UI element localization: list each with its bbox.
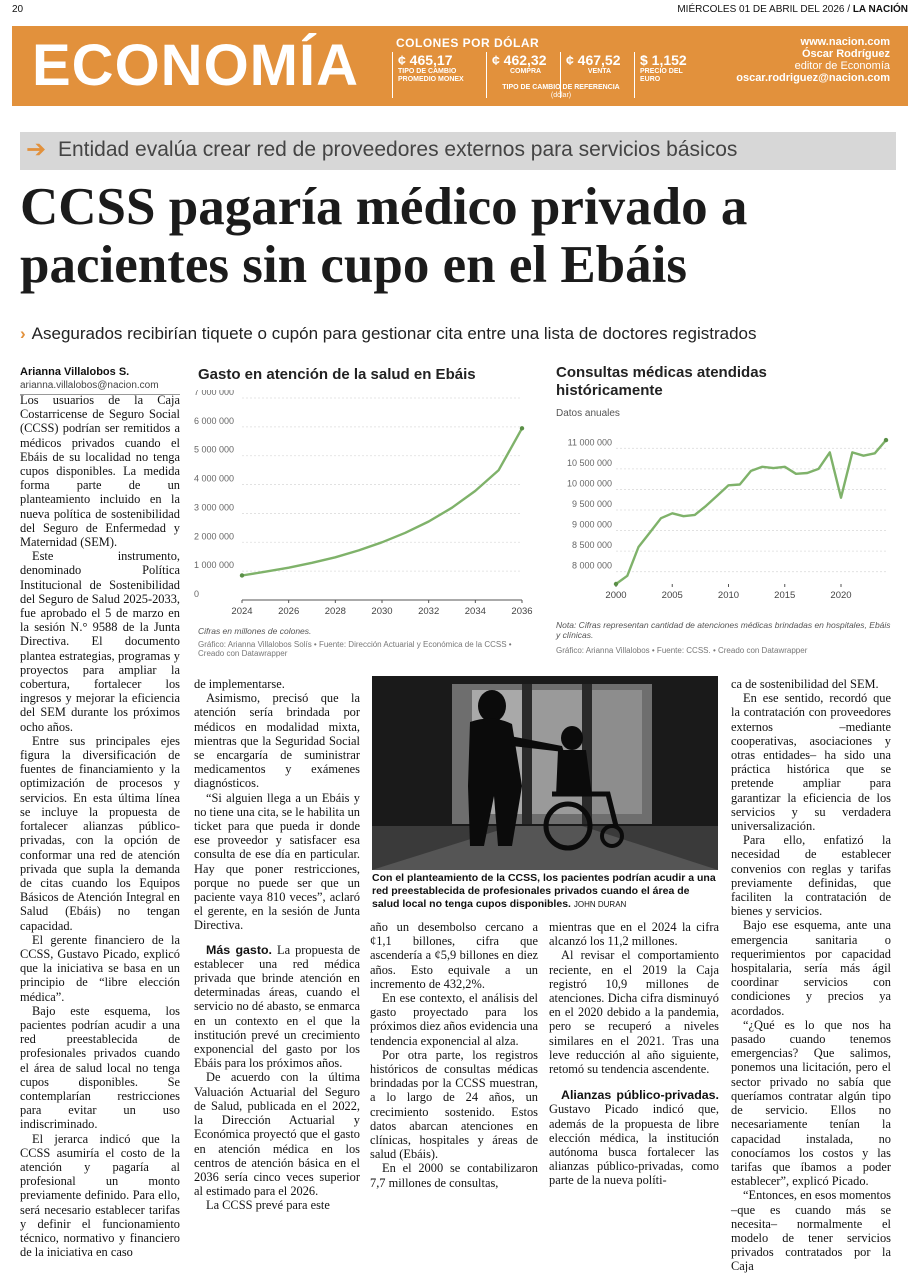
section-banner — [12, 26, 908, 106]
headline-line-1: CCSS pagaría médico privado a — [20, 178, 748, 236]
paragraph: de implementarse. — [194, 677, 285, 691]
page-top-line — [12, 4, 908, 20]
chart-source: Gráfico: Arianna Villalobos • Fuente: CCSS. • Creado con Datawrapper — [556, 646, 808, 655]
paragraph-lead: Más gasto. — [206, 942, 272, 957]
x-tick-label: 2010 — [717, 590, 740, 601]
subheadline — [20, 324, 900, 344]
paragraph: Entre sus principales ejes figura la diversificación de fuentes de financiamiento y la optimización de procesos y servicios. En esta última línea se incluye la propuesta de fortalecer alianzas público-privadas, con la opción de conformar una red de atención privada que supla la demanda de citas cuando los Equipos Básicos de Atención Integral en Salud (Ebáis) no tengan capacidad. — [20, 733, 180, 933]
article-column-3 — [370, 920, 538, 1190]
website: www.nacion.com — [800, 36, 890, 48]
exchange-rate-box — [392, 32, 692, 100]
chart-consultas — [552, 364, 898, 664]
x-tick-label: 2026 — [278, 606, 300, 617]
paragraph: Al revisar el comportamiento reciente, en el 2019 la Caja registró 10,9 millones de atenciones. Dicha cifra disminuyó en el 2020 debido a la pandemia, pero se recuperó a niveles similares en el 2021. Tras una leve reducción al año siguiente, retomó su tendencia ascendente. — [549, 948, 719, 1077]
fx-value: $ 1,152 — [640, 52, 687, 68]
paragraph: Bajo ese esquema, ante una emergencia sanitaria o requerimientos por capacidad hospitalaria, sería más ágil coordinar servicios con condiciones y precios ya acordados. — [731, 918, 891, 1018]
date: MIÉRCOLES 01 DE ABRIL DEL 2026 — [677, 4, 845, 15]
caption-text: Con el planteamiento de la CCSS, los pacientes podrían acudir a una red preestablecida de profesionales privados cuando el área de salud local no tenga cupos disponibles. — [372, 872, 716, 910]
data-point — [614, 582, 618, 586]
x-tick-label: 2034 — [464, 606, 486, 617]
fx-label: COMPRA — [509, 68, 542, 75]
photo-credit: JOHN DURAN — [573, 900, 627, 909]
fx-reference-label — [490, 84, 632, 100]
paragraph: Este instrumento, denominado Política Institucional de Sostenibilidad del Seguro de Salud 2025-2033, fue aprobado el 5 de marzo en la sesión N.° 9588 de la Junta Directiva. El documento plantea estrategias, programas y proyectos para ampliar la cobertura, fortalecer los ingresos y mejorar la eficiencia del SEM durante los próximos ocho años. — [20, 549, 180, 734]
editor-name: Óscar Rodríguez — [801, 48, 890, 60]
dateline: MIÉRCOLES 01 DE ABRIL DEL 2026 / LA NACIÓN — [677, 4, 908, 15]
y-tick-label: 2 000 000 — [194, 531, 235, 542]
x-tick-label: 2005 — [661, 590, 683, 601]
fx-value: ¢ 467,52 — [566, 52, 621, 68]
chart-note: Nota: Cifras representan cantidad de atenciones médicas brindadas en hospitales, Ebáis y clínicas. — [556, 620, 891, 640]
paragraph: La CCSS prevé para este — [206, 1198, 330, 1213]
paragraph: “¿Qué es lo que nos ha pasado cuando tenemos emergencias? Que salimos, ponemos una licitación, pero el sector privado no sabía que queríamos contratar algún tipo de servicio. Ellos no necesariamente tenían la capacidad instalada, no conocíamos los costos y las tarifas que íbamos a poder establecer”, explicó Picado. — [731, 1017, 891, 1189]
paragraph: mientras que en el 2024 la cifra alcanzó los 11,2 millones. — [549, 920, 719, 949]
y-tick-label: 6 000 000 — [194, 415, 235, 426]
chart-title: Consultas médicas atendidas históricamente — [556, 364, 767, 399]
article-column-1 — [20, 393, 180, 1259]
series-line — [242, 428, 522, 575]
chart-consultas-plot — [552, 430, 898, 608]
paragraph: ca de sostenibilidad del SEM. — [731, 677, 879, 691]
series-line — [616, 440, 886, 584]
paragraph: Alianzas público-privadas. Gustavo Picado indicó que, además de la propuesta de libre elección médica, la institución autónoma busca fortalecer las alianzas público-privadas, como parte de la nueva políti- — [549, 1088, 719, 1188]
y-tick-label: 9 000 000 — [571, 519, 612, 530]
headline-line-2: pacientes sin cupo en el Ebáis — [20, 236, 688, 294]
exchange-rate-title: COLONES POR DÓLAR — [396, 36, 540, 50]
fx-reference-text: TIPO DE CAMBIO DE REFERENCIA — [502, 84, 620, 91]
author-name: Arianna Villalobos S. — [20, 366, 130, 378]
paragraph: En el 2000 se contabilizaron 7,7 millones de consultas, — [370, 1161, 538, 1190]
paragraph: Para ello, enfatizó la necesidad de establecer convenios con reglas y tarifas previamente definidas, que faciliten la contratación de bienes y servicios. — [731, 833, 891, 919]
paragraph: “Entonces, en esos momentos –que es cuando más se necesita– normalmente el modelo de tener servicios privados contratados por la Caja — [731, 1188, 891, 1274]
y-tick-label: 8 500 000 — [571, 540, 612, 551]
data-point — [884, 438, 888, 442]
paragraph: Por otra parte, los registros históricos de consultas médicas brindadas por la CCSS muestran, a lo largo de 24 años, un crecimiento sostenido. Estos datos abarcan atenciones en clínicas, hospitales y áreas de salud (Ebáis). — [370, 1047, 538, 1162]
x-tick-label: 2020 — [830, 590, 852, 601]
kicker: Entidad evalúa crear red de proveedores externos para servicios básicos — [58, 138, 738, 161]
editor-email: oscar.rodriguez@nacion.com — [736, 72, 890, 84]
chart-subtitle: Datos anuales — [556, 408, 620, 419]
article-column-4 — [549, 920, 719, 1188]
y-tick-label: 0 — [194, 589, 200, 599]
author-email: arianna.villalobos@nacion.com — [20, 379, 180, 395]
y-tick-label: 8 000 000 — [571, 560, 612, 571]
x-tick-label: 2028 — [324, 606, 346, 617]
fx-label: VENTA — [587, 68, 612, 75]
arrow-right-icon: ➔ — [26, 136, 47, 163]
photo-silhouette-image — [372, 676, 718, 870]
paragraph: Bajo este esquema, los pacientes podrían acudir a una red preestablecida de profesionales privados cuando el área de salud local no tenga cupos disponibles. Se contemplarían restricciones para evitar un uso indiscriminado. — [20, 1003, 180, 1132]
paragraph: Asimismo, precisó que la atención sería brindada por médicos en modalidad mixta, mientras que la Seguridad Social se encargaría de suministrar medicamentos y exámenes diagnósticos. — [194, 691, 360, 791]
x-tick-label: 2024 — [231, 606, 253, 617]
data-point — [240, 573, 244, 577]
paper-name: LA NACIÓN — [852, 4, 908, 15]
x-tick-label: 2015 — [774, 590, 796, 601]
chart-title: Gasto en atención de la salud en Ebáis — [198, 366, 476, 383]
paragraph: El jerarca indicó que la CCSS asumiría el costo de la atención y pagaría al profesional un monto previamente definido. Para ello, será necesario establecer tarifas y definir el funcionamiento técnico, normativo y financiero de la iniciativa en caso — [20, 1131, 180, 1260]
subhead-text: Asegurados recibirían tiquete o cupón para gestionar cita entre una lista de doctores registrados — [31, 324, 757, 343]
editor-role: editor de Economía — [794, 60, 890, 72]
paragraph: De acuerdo con la última Valuación Actuarial del Seguro de Salud, publicada en el 2022, la Dirección Actuarial y Económica proyectó que el gasto en atención médica en los centros de atención básica en el 2036 sería cinco veces superior al estimado para el 2026. — [194, 1070, 360, 1199]
paragraph: año un desembolso cercano a ¢1,1 billones, cifra que ascendería a ¢5,9 billones en diez años. Esto equivale a un incremento de 432,2%. — [370, 920, 538, 991]
headline — [20, 178, 900, 294]
fx-cell-euro — [634, 52, 693, 98]
fx-value: ¢ 465,17 — [398, 52, 453, 68]
x-tick-label: 2030 — [371, 606, 393, 617]
paragraph-lead: Alianzas público-privadas. — [561, 1088, 719, 1103]
y-tick-label: 5 000 000 — [194, 444, 235, 455]
paragraph: El gerente financiero de la CCSS, Gustavo Picado, explicó que la iniciativa se basa en un principio de “libre elección médica”. — [20, 932, 180, 1004]
paragraph: Más gasto. La propuesta de establecer una red médica privada que brinde atención en determinadas áreas, cuando el servicio no dé abasto, se enmarca en un contexto en el que la institución prevé un crecimiento exponencial del gasto por los Ebáis para los próximos años. — [194, 942, 360, 1071]
fx-value: ¢ 462,32 — [492, 52, 547, 68]
byline — [20, 366, 180, 395]
fx-reference-sub: (dólar) — [550, 92, 572, 99]
y-tick-label: 7 000 000 — [194, 390, 235, 397]
y-tick-label: 3 000 000 — [194, 502, 235, 513]
fx-cell-monex — [392, 52, 485, 98]
y-tick-label: 9 500 000 — [571, 499, 612, 509]
paragraph: En ese sentido, recordó que la contratación con proveedores externos –mediante cooperativas, asociaciones y otras entidades– ha sido una práctica histórica que se pretende ampliar para garantizar la eficiencia de los servicios y su verdadera universalización. — [731, 691, 891, 834]
paragraph: En ese contexto, el análisis del gasto proyectado para los próximos diez años evidencia una tendencia exponencial al alza. — [370, 991, 538, 1048]
chart-source: Gráfico: Arianna Villalobos Solís • Fuente: Dirección Actuarial y Económica de la CCSS • Creado con Datawrapper — [198, 640, 512, 658]
section-title: ECONOMÍA — [32, 33, 359, 98]
y-tick-label: 10 000 000 — [566, 478, 612, 489]
chart-gasto — [194, 364, 540, 664]
kicker-bar — [20, 132, 896, 170]
data-point — [520, 426, 524, 430]
article-photo — [372, 676, 718, 870]
editor-info — [736, 36, 890, 84]
y-tick-label: 4 000 000 — [194, 473, 235, 484]
x-tick-label: 2000 — [605, 590, 627, 601]
article-column-5 — [731, 677, 891, 1274]
x-tick-label: 2036 — [511, 606, 533, 617]
fx-label: PRECIO DEL EURO — [640, 68, 683, 83]
y-tick-label: 11 000 000 — [567, 437, 612, 448]
x-tick-label: 2032 — [418, 606, 440, 617]
chevron-right-icon: › — [20, 324, 26, 343]
page-number: 20 — [12, 4, 24, 15]
chart-gasto-plot — [194, 390, 540, 626]
paragraph: Los usuarios de la Caja Costarricense de Seguro Social (CCSS) podrían ser remitidos a médicos privados cuando el Ebáis de su localidad no tenga cupos disponibles. La medida forma parte de un planteamiento incluido en la nueva política de sostenibilidad del Seguro de Enfermedad y Maternidad (SEM). — [20, 393, 180, 550]
y-tick-label: 10 500 000 — [566, 457, 612, 468]
chart-note: Cifras en millones de colones. — [198, 626, 312, 636]
paragraph: “Si alguien llega a un Ebáis y no tiene una cita, se le habilita un ticket para que pueda ir donde ese proveedor y satisfacer esa consulta de ese día en particular. Hay que poner restricciones, porque no puede ser que un paciente vaya 810 veces”, aclaró el gerente, en la sesión de Junta Directiva. — [194, 790, 360, 933]
y-tick-label: 1 000 000 — [194, 560, 235, 571]
article-column-2 — [194, 677, 360, 1213]
fx-label: TIPO DE CAMBIO PROMEDIO MONEX — [398, 68, 464, 83]
photo-caption — [372, 872, 718, 911]
